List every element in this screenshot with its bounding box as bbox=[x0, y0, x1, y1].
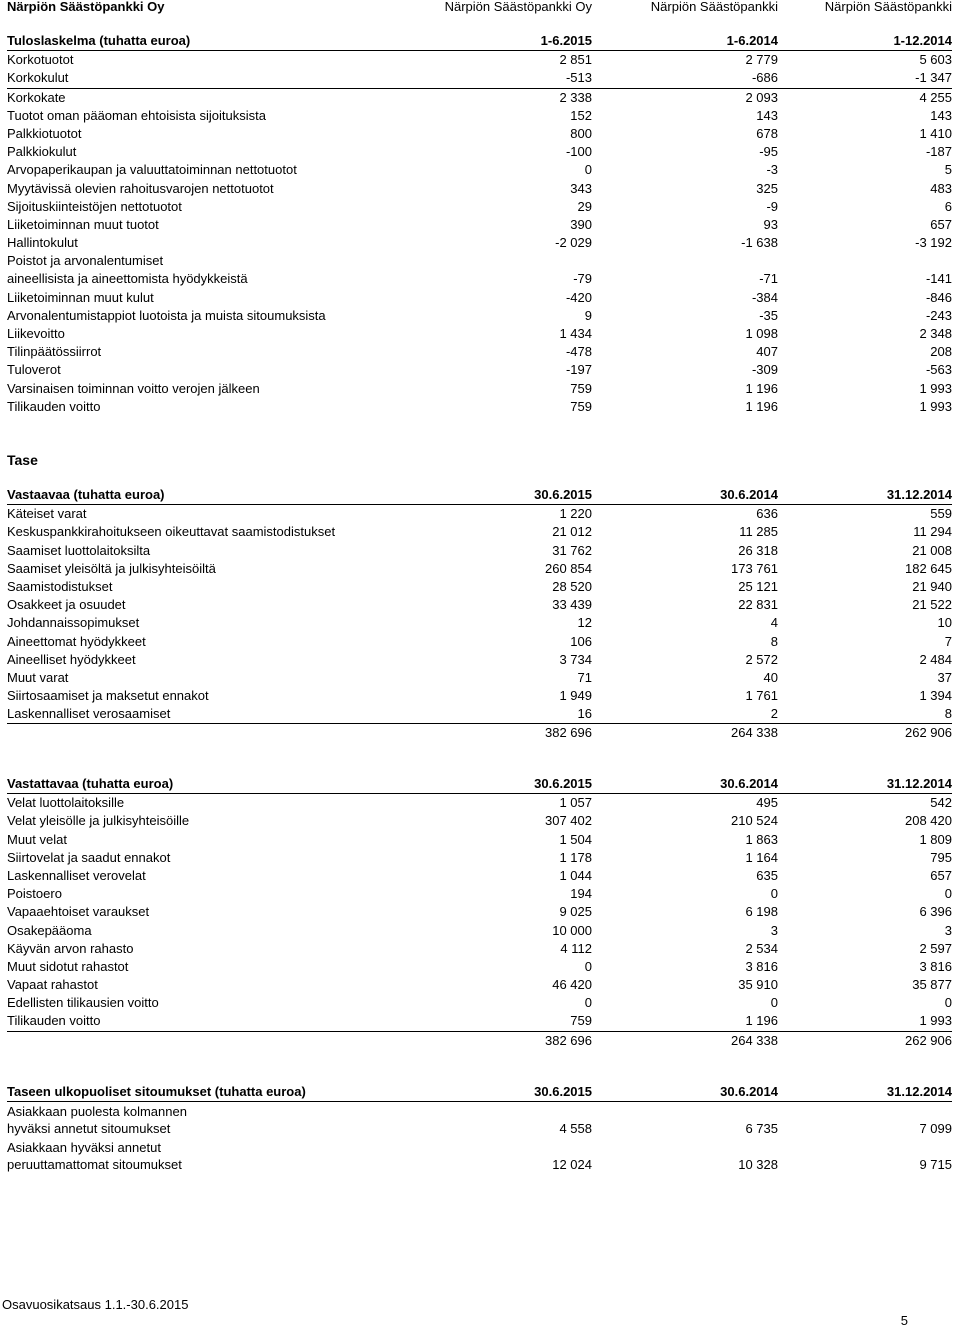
assets-body bbox=[7, 505, 952, 723]
row-value: 1 410 bbox=[919, 125, 952, 141]
row-label: Palkkiotuotot bbox=[7, 125, 82, 141]
row-label-line2: peruuttamattomat sitoumukset bbox=[7, 1157, 182, 1173]
row-value: 1 098 bbox=[745, 326, 778, 341]
col-header: 30.6.2014 bbox=[720, 1084, 778, 1099]
table-row bbox=[7, 614, 952, 632]
row-value: 2 bbox=[770, 706, 778, 722]
table-row bbox=[7, 1102, 952, 1138]
row-value: 10 000 bbox=[552, 922, 592, 938]
row-label: Laskennalliset verosaamiset bbox=[7, 706, 171, 722]
row-value: 678 bbox=[756, 125, 778, 141]
row-value: 3 816 bbox=[919, 958, 952, 974]
table-row bbox=[7, 940, 952, 958]
row-value: 1 178 bbox=[559, 849, 592, 865]
liabilities-header bbox=[7, 775, 952, 794]
table-row bbox=[7, 69, 952, 87]
table-row bbox=[7, 343, 952, 361]
row-value: 1 993 bbox=[919, 1013, 952, 1029]
row-label: Siirtosaamiset ja maksetut ennakot bbox=[7, 688, 209, 704]
row-label: Palkkiokulut bbox=[7, 144, 77, 160]
row-value: -100 bbox=[565, 144, 592, 160]
row-value: -243 bbox=[925, 307, 952, 323]
col-header: 30.6.2015 bbox=[534, 1084, 592, 1099]
off-balance-table bbox=[7, 1083, 952, 1174]
row-label: Poistoero bbox=[7, 886, 62, 902]
row-value: 8 bbox=[944, 706, 952, 722]
row-value: 2 851 bbox=[559, 52, 592, 68]
row-value: 1 993 bbox=[919, 398, 952, 414]
row-label: Tilikauden voitto bbox=[7, 1013, 101, 1029]
total-value: 382 696 bbox=[545, 1032, 592, 1048]
row-value: 28 520 bbox=[552, 578, 592, 594]
table-row bbox=[7, 687, 952, 705]
table-row bbox=[7, 198, 952, 216]
row-value: 1 394 bbox=[919, 688, 952, 704]
table-row bbox=[7, 361, 952, 379]
row-value: 1 993 bbox=[919, 380, 952, 396]
row-value: 1 504 bbox=[559, 831, 592, 847]
row-value: 1 196 bbox=[745, 380, 778, 396]
row-value: 0 bbox=[770, 995, 778, 1011]
table-row bbox=[7, 669, 952, 687]
row-label: aineellisista ja aineettomista hyödykkeistä bbox=[7, 271, 248, 287]
table-row bbox=[7, 523, 952, 541]
row-value: -187 bbox=[925, 144, 952, 160]
row-value: 9 025 bbox=[559, 904, 592, 920]
row-value: 208 bbox=[930, 344, 952, 360]
table-row bbox=[7, 903, 952, 921]
row-value: 173 761 bbox=[731, 560, 778, 576]
table-row bbox=[7, 705, 952, 723]
total-value: 382 696 bbox=[545, 725, 592, 741]
row-label: Aineettomat hyödykkeet bbox=[7, 633, 146, 649]
row-value: 12 bbox=[577, 615, 592, 631]
col-header: 1-6.2015 bbox=[540, 33, 592, 48]
table-row bbox=[7, 596, 952, 614]
row-value: 6 396 bbox=[919, 904, 952, 920]
row-label: Sijoituskiinteistöjen nettotuotot bbox=[7, 198, 182, 214]
col-header: 30.6.2014 bbox=[720, 487, 778, 502]
table-row bbox=[7, 51, 952, 69]
row-value: 2 534 bbox=[745, 940, 778, 956]
row-value: -9 bbox=[766, 198, 778, 214]
row-label: Muut velat bbox=[7, 831, 67, 847]
row-value: 2 484 bbox=[919, 651, 952, 667]
table-row bbox=[7, 633, 952, 651]
row-value: 182 645 bbox=[905, 560, 952, 576]
table-row bbox=[7, 161, 952, 179]
row-value: 0 bbox=[584, 958, 592, 974]
row-value: 1 761 bbox=[745, 688, 778, 704]
row-value: 343 bbox=[570, 180, 592, 196]
liabilities-body bbox=[7, 794, 952, 1030]
row-value: 11 294 bbox=[913, 524, 952, 540]
total-value: 264 338 bbox=[731, 725, 778, 741]
row-label: Vapaat rahastot bbox=[7, 977, 98, 993]
row-label: Saamistodistukset bbox=[7, 578, 113, 594]
table-row bbox=[7, 578, 952, 596]
row-value: -1 638 bbox=[741, 235, 778, 251]
header-col-3: Närpiön Säästöpankki bbox=[824, 0, 952, 14]
row-value: 559 bbox=[930, 506, 952, 522]
row-value: 759 bbox=[570, 1013, 592, 1029]
row-value: 3 816 bbox=[745, 958, 778, 974]
row-value: 21 940 bbox=[912, 578, 952, 594]
row-value: 635 bbox=[756, 867, 778, 883]
off-balance-title: Taseen ulkopuoliset sitoumukset (tuhatta euroa) bbox=[7, 1084, 306, 1099]
row-value: 636 bbox=[756, 506, 778, 522]
row-value: 260 854 bbox=[545, 560, 592, 576]
row-value: 2 779 bbox=[745, 52, 778, 68]
row-value: 390 bbox=[570, 216, 592, 232]
row-value: -309 bbox=[751, 362, 778, 378]
row-label-line2: hyväksi annetut sitoumukset bbox=[7, 1121, 171, 1137]
row-value: 657 bbox=[930, 216, 952, 232]
row-value: 21 012 bbox=[552, 524, 592, 540]
col-header: 31.12.2014 bbox=[886, 1084, 952, 1099]
row-value: 2 572 bbox=[745, 651, 778, 667]
row-label: Varsinaisen toiminnan voitto verojen jälkeen bbox=[7, 380, 260, 396]
row-value: -384 bbox=[751, 289, 778, 305]
row-label: Liikevoitto bbox=[7, 326, 65, 341]
row-value: 1 196 bbox=[745, 398, 778, 414]
total-value: 262 906 bbox=[905, 1032, 952, 1048]
row-value: 25 121 bbox=[738, 578, 778, 594]
row-value: 9 715 bbox=[919, 1157, 952, 1173]
assets-title: Vastaavaa (tuhatta euroa) bbox=[7, 487, 165, 502]
company-name: Närpiön Säästöpankki Oy bbox=[7, 0, 165, 14]
table-row bbox=[7, 234, 952, 252]
row-label: Saamiset yleisöltä ja julkisyhteisöiltä bbox=[7, 560, 216, 576]
row-value: 35 877 bbox=[912, 977, 952, 993]
row-value: 0 bbox=[944, 995, 952, 1011]
row-label: Tilinpäätössiirrot bbox=[7, 344, 102, 360]
table-row bbox=[7, 380, 952, 398]
table-row bbox=[7, 1012, 952, 1030]
table-row bbox=[7, 289, 952, 307]
row-value: 208 420 bbox=[905, 813, 952, 829]
col-header: 30.6.2015 bbox=[534, 776, 592, 791]
row-value: 5 bbox=[944, 162, 952, 178]
table-row bbox=[7, 270, 952, 288]
table-row bbox=[7, 867, 952, 885]
row-value: 759 bbox=[570, 380, 592, 396]
row-value: 31 762 bbox=[552, 542, 592, 558]
row-value: 5 603 bbox=[919, 52, 952, 68]
income-statement-body bbox=[7, 51, 952, 416]
assets-total-row bbox=[7, 723, 952, 742]
row-value: 210 524 bbox=[731, 813, 778, 829]
row-value: 21 522 bbox=[912, 597, 952, 613]
row-label-line1: Asiakkaan hyväksi annetut bbox=[7, 1140, 161, 1156]
row-value: 11 285 bbox=[739, 524, 778, 540]
row-value: 0 bbox=[770, 886, 778, 902]
row-value: 7 099 bbox=[919, 1121, 952, 1137]
row-label: Edellisten tilikausien voitto bbox=[7, 995, 159, 1011]
row-value: 35 910 bbox=[738, 977, 778, 993]
row-label: Käteiset varat bbox=[7, 506, 87, 522]
row-label: Saamiset luottolaitoksilta bbox=[7, 542, 151, 558]
page-header bbox=[7, 0, 952, 14]
row-label: Velat luottolaitoksille bbox=[7, 795, 125, 811]
table-row bbox=[7, 831, 952, 849]
row-label: Käyvän arvon rahasto bbox=[7, 940, 134, 956]
row-value: 307 402 bbox=[545, 813, 592, 829]
row-value: -3 bbox=[766, 162, 778, 178]
liabilities-total-row bbox=[7, 1031, 952, 1050]
row-value: 0 bbox=[584, 162, 592, 178]
row-label bbox=[7, 1139, 182, 1173]
row-value: 1 044 bbox=[559, 867, 592, 883]
table-row bbox=[7, 307, 952, 325]
row-value: 1 164 bbox=[745, 849, 778, 865]
row-value: 4 558 bbox=[559, 1121, 592, 1137]
row-value: 194 bbox=[570, 886, 592, 902]
row-value: 40 bbox=[763, 669, 778, 685]
row-value: 10 bbox=[937, 615, 952, 631]
row-value: -79 bbox=[573, 271, 592, 287]
row-value: 6 bbox=[944, 198, 952, 214]
row-value: -686 bbox=[751, 70, 778, 86]
income-statement-title: Tuloslaskelma (tuhatta euroa) bbox=[7, 33, 191, 48]
row-value: 483 bbox=[930, 180, 952, 196]
col-header: 31.12.2014 bbox=[886, 776, 952, 791]
row-value: -563 bbox=[925, 362, 952, 378]
row-value: -478 bbox=[565, 344, 592, 360]
table-row bbox=[7, 1138, 952, 1174]
row-label: Hallintokulut bbox=[7, 235, 78, 251]
total-value: 262 906 bbox=[905, 725, 952, 741]
row-value: 106 bbox=[570, 633, 592, 649]
row-value: -846 bbox=[925, 289, 952, 305]
row-value: -197 bbox=[565, 362, 592, 378]
row-value: 795 bbox=[930, 849, 952, 865]
row-label: Laskennalliset verovelat bbox=[7, 867, 146, 883]
row-value: 1 434 bbox=[559, 326, 592, 341]
table-row bbox=[7, 143, 952, 161]
assets-table bbox=[7, 486, 952, 743]
row-value: 0 bbox=[584, 995, 592, 1011]
row-value: 12 024 bbox=[552, 1157, 592, 1173]
row-label: Tuloverot bbox=[7, 362, 61, 378]
row-value: -513 bbox=[565, 70, 592, 86]
row-value: -141 bbox=[925, 271, 952, 287]
row-value: 1 196 bbox=[745, 1013, 778, 1029]
row-value: 71 bbox=[577, 669, 592, 685]
row-value: 4 255 bbox=[919, 89, 952, 105]
row-value: 759 bbox=[570, 398, 592, 414]
report-footer: Osavuosikatsaus 1.1.-30.6.2015 bbox=[2, 1297, 189, 1312]
page-number: 5 bbox=[900, 1313, 908, 1328]
row-value: -71 bbox=[759, 271, 778, 287]
row-label: Tuotot oman pääoman ehtoisista sijoituksista bbox=[7, 107, 266, 123]
row-label: Liiketoiminnan muut tuotot bbox=[7, 216, 159, 232]
row-value: 2 093 bbox=[745, 89, 778, 105]
row-value: 6 198 bbox=[745, 904, 778, 920]
table-row bbox=[7, 180, 952, 198]
row-label: Osakepääoma bbox=[7, 922, 92, 938]
row-value: 37 bbox=[937, 669, 952, 685]
table-row bbox=[7, 560, 952, 578]
row-value: 4 112 bbox=[560, 940, 592, 956]
assets-header bbox=[7, 486, 952, 505]
table-row bbox=[7, 849, 952, 867]
table-row bbox=[7, 885, 952, 903]
row-value: 2 338 bbox=[559, 89, 592, 105]
table-row bbox=[7, 922, 952, 940]
row-label: Liiketoiminnan muut kulut bbox=[7, 289, 154, 305]
row-value: 93 bbox=[763, 216, 778, 232]
row-label: Arvopaperikaupan ja valuuttatoiminnan nettotuotot bbox=[7, 162, 297, 178]
row-value: -1 347 bbox=[915, 70, 952, 86]
row-value: 8 bbox=[770, 633, 778, 649]
off-balance-body bbox=[7, 1102, 952, 1174]
table-row bbox=[7, 398, 952, 416]
table-row bbox=[7, 107, 952, 125]
table-row bbox=[7, 542, 952, 560]
balance-sheet-title: Tase bbox=[7, 452, 38, 468]
row-label: Tilikauden voitto bbox=[7, 398, 101, 414]
table-row bbox=[7, 794, 952, 812]
col-header: 30.6.2015 bbox=[534, 487, 592, 502]
row-value: 7 bbox=[944, 633, 952, 649]
income-statement-header bbox=[7, 32, 952, 51]
row-value: 143 bbox=[756, 107, 778, 123]
table-row bbox=[7, 216, 952, 234]
row-label: Siirtovelat ja saadut ennakot bbox=[7, 849, 171, 865]
row-label: Velat yleisölle ja julkisyhteisöille bbox=[7, 813, 190, 829]
row-label: Aineelliset hyödykkeet bbox=[7, 651, 136, 667]
row-value: 800 bbox=[570, 125, 592, 141]
row-value: -3 192 bbox=[915, 235, 952, 251]
row-value: 26 318 bbox=[738, 542, 778, 558]
row-value: 325 bbox=[756, 180, 778, 196]
row-value: 1 057 bbox=[559, 795, 592, 811]
total-value: 264 338 bbox=[731, 1032, 778, 1048]
row-value: 495 bbox=[756, 795, 778, 811]
row-label: Muut varat bbox=[7, 669, 69, 685]
table-row bbox=[7, 812, 952, 830]
row-label: Vapaaehtoiset varaukset bbox=[7, 904, 150, 920]
header-col-2: Närpiön Säästöpankki bbox=[650, 0, 778, 14]
income-statement-table bbox=[7, 32, 952, 416]
row-value: 542 bbox=[930, 795, 952, 811]
row-value: 143 bbox=[930, 107, 952, 123]
row-value: 33 439 bbox=[552, 597, 592, 613]
row-label: Osakkeet ja osuudet bbox=[7, 597, 126, 613]
row-label: Muut sidotut rahastot bbox=[7, 958, 129, 974]
row-value: 9 bbox=[584, 307, 592, 323]
row-value: 46 420 bbox=[552, 977, 592, 993]
row-label-line1: Asiakkaan puolesta kolmannen bbox=[7, 1104, 187, 1120]
table-row bbox=[7, 325, 952, 343]
row-value: -95 bbox=[759, 144, 778, 160]
row-label: Korkokulut bbox=[7, 70, 69, 86]
row-value: 1 809 bbox=[919, 831, 952, 847]
row-value: -2 029 bbox=[555, 235, 592, 251]
table-row bbox=[7, 994, 952, 1012]
row-value: 16 bbox=[577, 706, 592, 722]
table-row bbox=[7, 958, 952, 976]
row-value: -420 bbox=[565, 289, 592, 305]
row-label: Johdannaissopimukset bbox=[7, 615, 140, 631]
row-value: 1 949 bbox=[559, 688, 592, 704]
row-value: 10 328 bbox=[738, 1157, 778, 1173]
row-value: 657 bbox=[930, 867, 952, 883]
row-label: Arvonalentumistappiot luotoista ja muista sitoumuksista bbox=[7, 307, 326, 323]
row-value: 152 bbox=[570, 107, 592, 123]
row-value: 3 bbox=[770, 922, 778, 938]
row-value: 2 597 bbox=[919, 940, 952, 956]
row-value: 1 863 bbox=[745, 831, 778, 847]
row-value: 29 bbox=[577, 198, 592, 214]
row-label: Keskuspankkirahoitukseen oikeuttavat saamistodistukset bbox=[7, 524, 336, 540]
row-label: Korkokate bbox=[7, 89, 66, 105]
col-header: 31.12.2014 bbox=[886, 487, 952, 502]
col-header: 1-12.2014 bbox=[893, 33, 952, 48]
row-value: 2 348 bbox=[919, 326, 952, 341]
header-col-1: Närpiön Säästöpankki Oy bbox=[444, 0, 592, 14]
row-label: Poistot ja arvonalentumiset bbox=[7, 253, 164, 269]
liabilities-title: Vastattavaa (tuhatta euroa) bbox=[7, 776, 174, 791]
row-value: 407 bbox=[756, 344, 778, 360]
row-value: 3 bbox=[944, 922, 952, 938]
row-label: Korkotuotot bbox=[7, 52, 74, 68]
table-row bbox=[7, 651, 952, 669]
row-value: 22 831 bbox=[738, 597, 778, 613]
liabilities-table bbox=[7, 775, 952, 1050]
off-balance-header bbox=[7, 1083, 952, 1102]
col-header: 30.6.2014 bbox=[720, 776, 778, 791]
row-value: 21 008 bbox=[912, 542, 952, 558]
row-value: -35 bbox=[759, 307, 778, 323]
table-row bbox=[7, 252, 952, 270]
row-value: 6 735 bbox=[745, 1121, 778, 1137]
row-value: 0 bbox=[944, 886, 952, 902]
row-value: 4 bbox=[770, 615, 778, 631]
table-row bbox=[7, 88, 952, 107]
row-label bbox=[7, 1103, 187, 1137]
row-value: 1 220 bbox=[559, 506, 592, 522]
row-value: 3 734 bbox=[559, 651, 592, 667]
row-label: Myytävissä olevien rahoitusvarojen nettotuotot bbox=[7, 180, 274, 196]
table-row bbox=[7, 976, 952, 994]
table-row bbox=[7, 505, 952, 523]
col-header: 1-6.2014 bbox=[726, 33, 778, 48]
table-row bbox=[7, 125, 952, 143]
